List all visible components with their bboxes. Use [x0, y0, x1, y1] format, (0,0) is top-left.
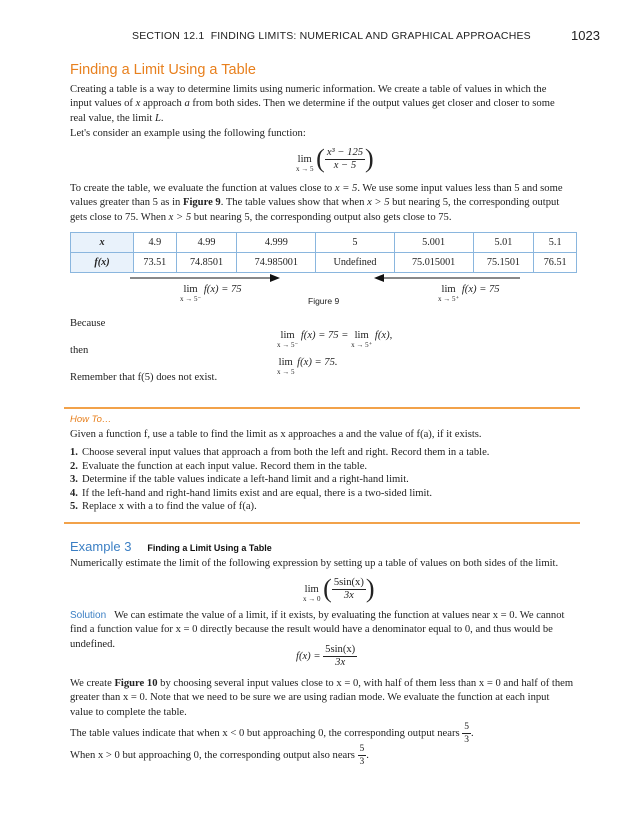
example-prompt: Numerically estimate the limit of the following expression by setting up a table of values on both sides of the limit. [70, 558, 559, 569]
table-cell: 4.9 [134, 233, 177, 253]
table-cell: 4.999 [237, 233, 316, 253]
right-pointing-arrowhead-icon [270, 274, 280, 282]
intro-line-3: real value, the limit L. [70, 112, 164, 124]
section-title: FINDING LIMITS: NUMERICAL AND GRAPHICAL APPROACHES [210, 30, 531, 42]
then-label: then [70, 345, 89, 356]
table-cell: 5.01 [473, 233, 534, 253]
example-heading [70, 538, 272, 556]
left-limit-label: lim x → 5⁻ f(x) = 75 [180, 284, 242, 303]
function-definition: f(x) = $\frac{5\sin(x)}{3x}$ [296, 644, 356, 668]
table-cell: 4.99 [176, 233, 237, 253]
howto-steps [70, 446, 580, 514]
example-label: Example 3 [70, 539, 132, 554]
because-label: Because [70, 318, 106, 329]
page-number: 1023 [571, 28, 600, 43]
table-row-x [71, 233, 577, 253]
table-cell: 74.8501 [176, 253, 237, 273]
table-cell: 5.001 [394, 233, 473, 253]
howto-label: How To… [70, 414, 112, 425]
figure-9-table [70, 232, 577, 273]
table-row-fx [71, 253, 577, 273]
intro-paragraph-2: Let's consider an example using the following function: [70, 128, 306, 139]
example-title: Finding a Limit Using a Table [147, 543, 272, 553]
table-cell: 75.1501 [473, 253, 534, 273]
table-header-x: x [71, 233, 134, 253]
right-output-note: When x > 0 but approaching 0, the corresponding output also nears $\frac{5}{3}$ . [70, 744, 369, 767]
left-pointing-arrowhead-icon [374, 274, 384, 282]
limit-equation-2: lim x → 5 f(x) = 75. [277, 357, 338, 376]
intro-paragraph [70, 83, 580, 126]
intro-line-2: input values of x approach a from both sides. Then we determine if the output values get closer and closer to some [70, 98, 555, 110]
section-heading: Finding a Limit Using a Table [70, 62, 256, 78]
remember-note: Remember that f(5) does not exist. [70, 372, 218, 383]
howto-bottom-rule [64, 522, 580, 524]
left-output-note: The table values indicate that when x < 0 but approaching 0, the corresponding output nears $\frac{5}{3}$ . [70, 722, 474, 745]
running-header [132, 30, 531, 42]
limit-formula-1: lim x → 5 ( $\frac{\text{x³ − 125}}{x - 5}$ ) [296, 144, 374, 173]
solution-label: Solution [70, 610, 107, 621]
list-item: 3. Determine if the table values indicate a left-hand limit and a right-hand limit. [70, 474, 409, 485]
approach-arrows [130, 272, 530, 284]
list-item: 5. Replace x with a to find the value of f(a). [70, 501, 257, 512]
howto-intro: Given a function f, use a table to find the limit as x approaches a and the value of f(a), if it exists. [70, 429, 482, 440]
table-explanation: To create the table, we evaluate the function at values close to x = 5. We use some input values less than 5 and some values greater than 5 as in Figure 9. The table values show that when x > 5 but nearing 5, the corresponding output gets close to 75. When x > 5 but nearing 5, the corresponding output also gets close to 75. [70, 183, 563, 223]
table-cell: 73.51 [134, 253, 177, 273]
table-cell: Undefined [316, 253, 394, 273]
intro-line-1: Creating a table is a way to determine limits using numeric information. We create a table of values in which the [70, 84, 547, 95]
table-cell: 5 [316, 233, 394, 253]
limit-equation-1: lim x → 5⁻ f(x) = 75 = lim x → 5⁺ f(x), [277, 330, 393, 349]
figure-9-caption: Figure 9 [308, 296, 340, 306]
table-cell: 5.1 [534, 233, 577, 253]
table-cell: 74.985001 [237, 253, 316, 273]
solution-paragraph: Solution We can estimate the value of a limit, if it exists, by evaluating the function at values near x = 0. We cannot find a function value for x = 0 directly because the result would have a denominator equal to 0, and thus would be undefined. [70, 610, 565, 650]
list-item: 2. Evaluate the function at each input value. Record them in the table. [70, 460, 368, 472]
list-item: 4. If the left-hand and right-hand limits exist and are equal, there is a two-sided limit. [70, 487, 433, 499]
right-limit-label: lim x → 5⁺ f(x) = 75 [438, 284, 500, 303]
howto-top-rule [64, 407, 580, 409]
table-cell: 75.015001 [394, 253, 473, 273]
table-header-fx: f(x) [71, 253, 134, 273]
section-number: SECTION 12.1 [132, 30, 205, 42]
list-item: 1. Choose several input values that approach a from both the left and right. Record them in a table. [70, 447, 490, 458]
figure-10-paragraph: We create Figure 10 by choosing several input values close to x = 0, with half of them less than x = 0 and half of them greater than x = 0. Note that we need to be sure we are using radian mode. We evaluate the function at each input value to complete the table. [70, 678, 574, 718]
limit-formula-2: lim x → 0 ( $\frac{5\sin(x)}{3x}$ ) [303, 574, 375, 603]
table-cell: 76.51 [534, 253, 577, 273]
